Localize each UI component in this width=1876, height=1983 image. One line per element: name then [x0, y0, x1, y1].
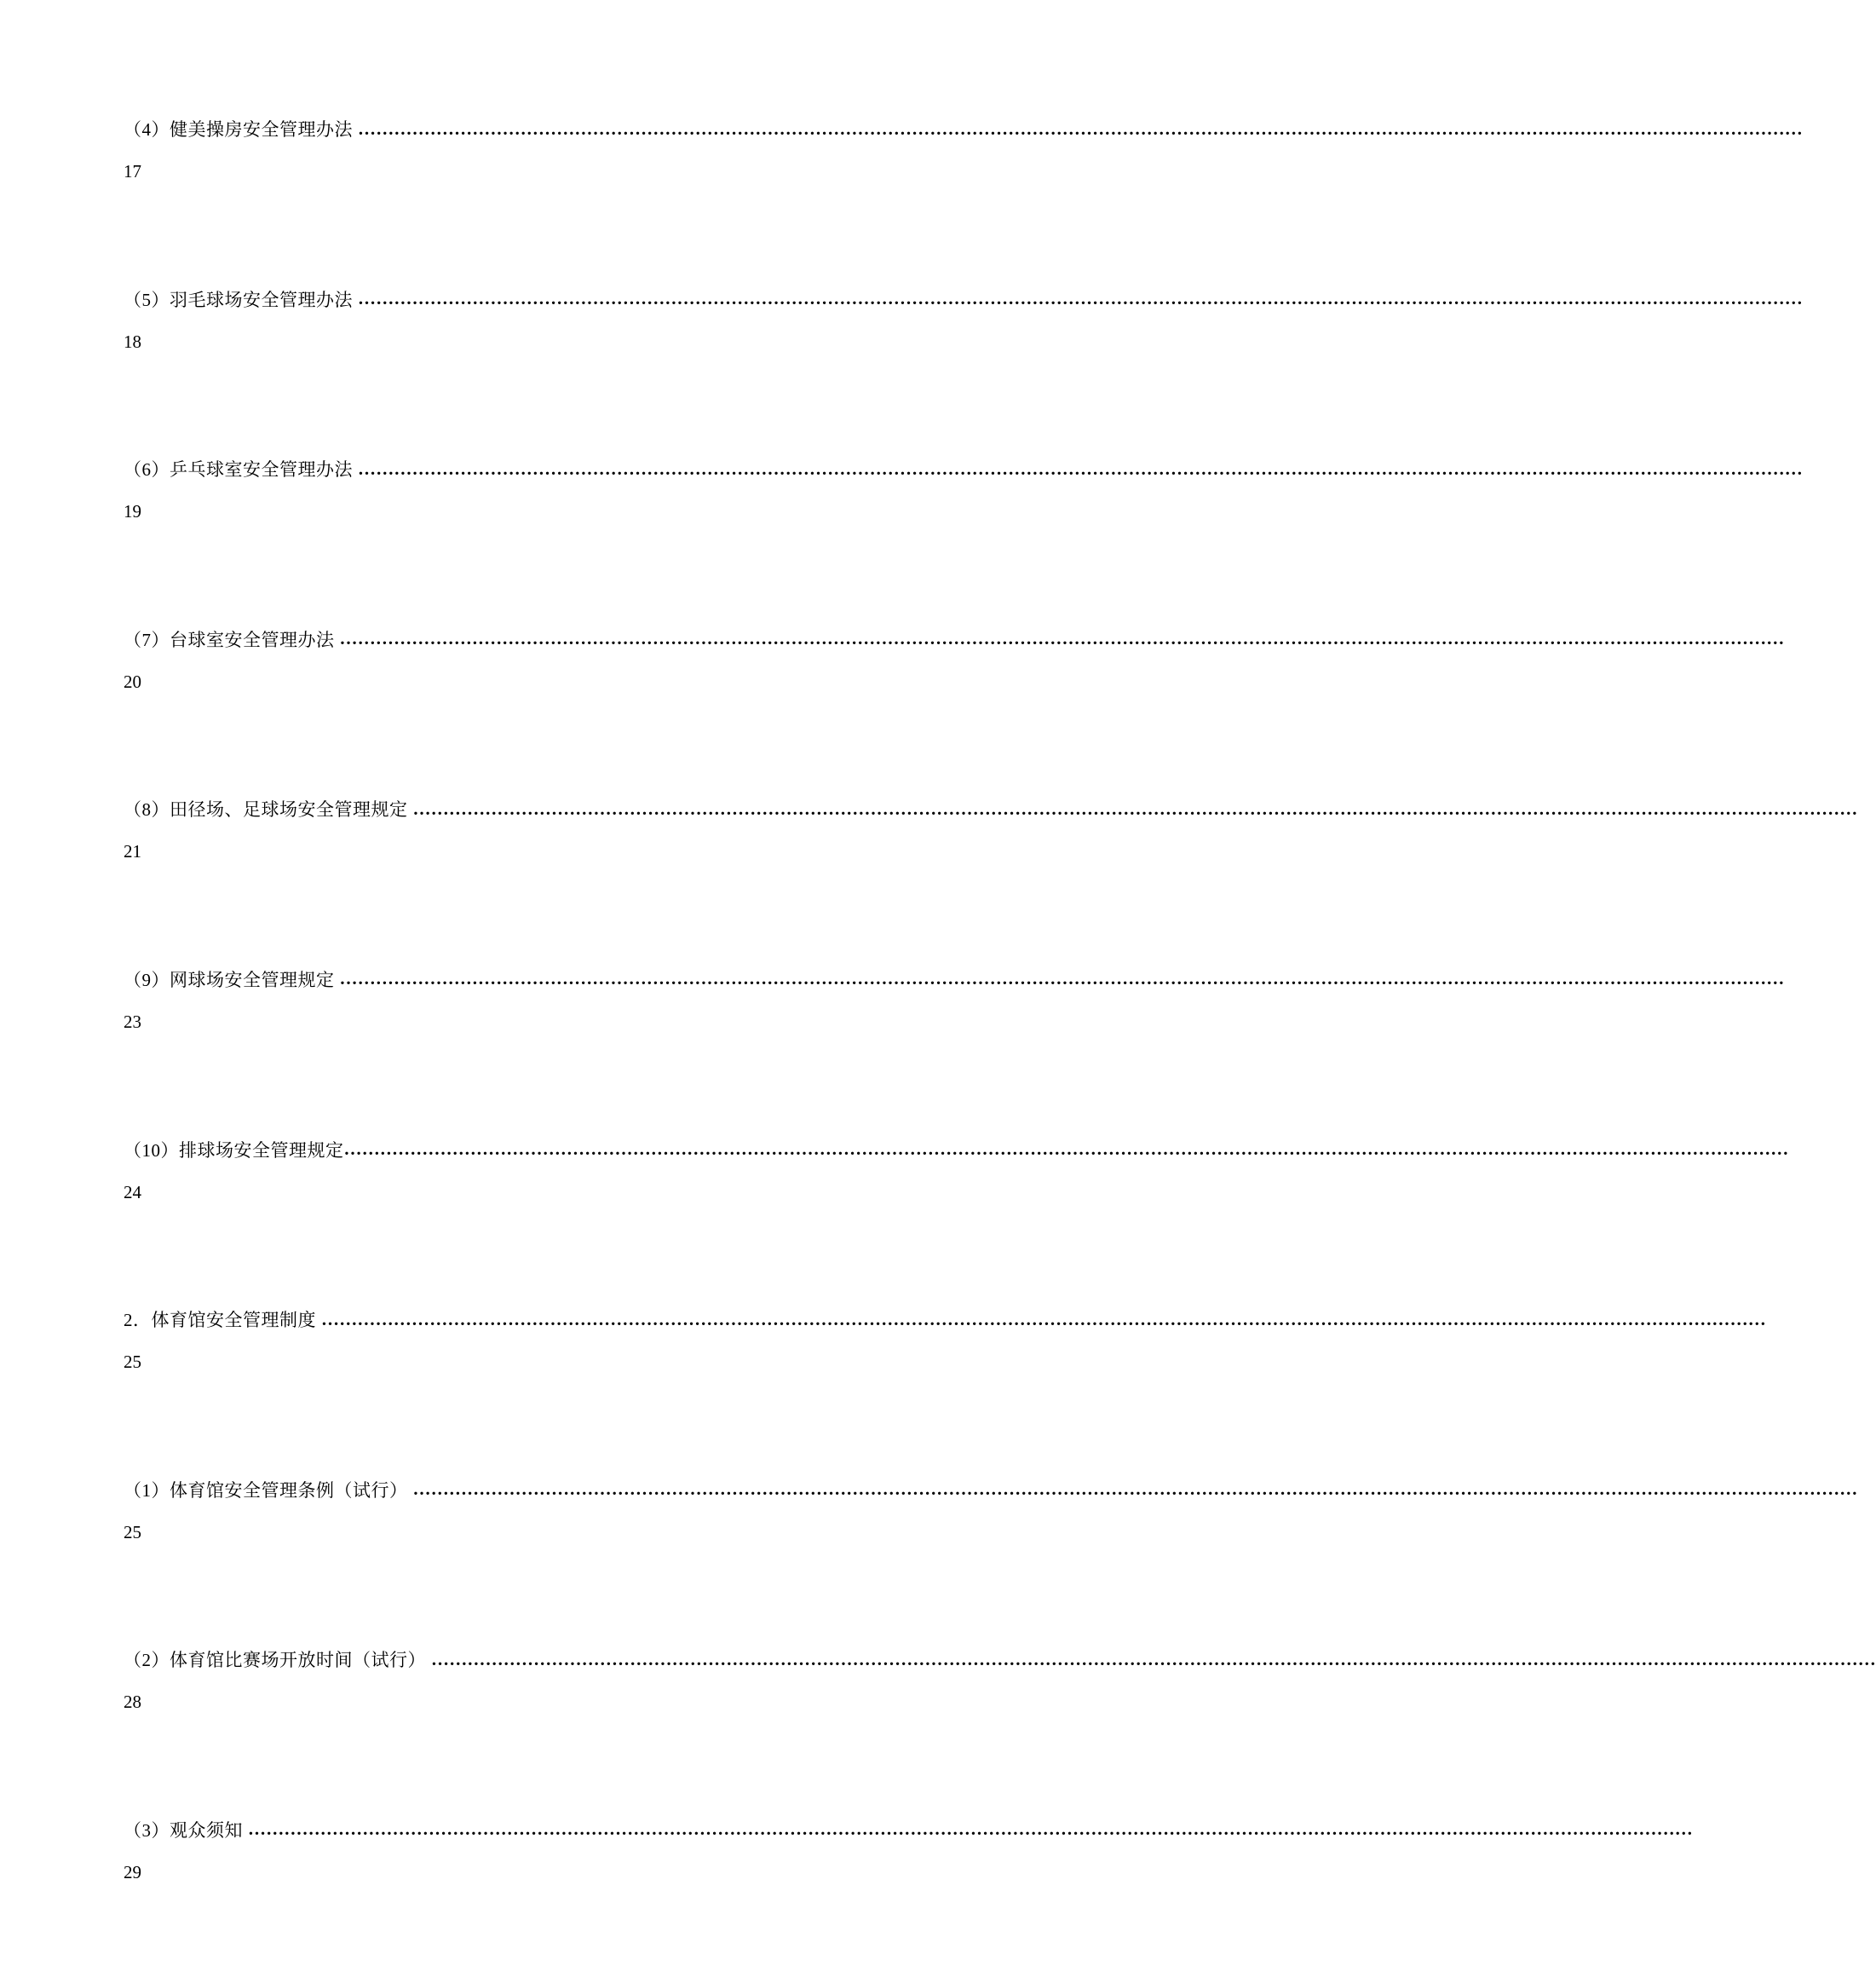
dot-leader: …………………………………………………………………………………………………………………………………………………………………………………………………………………… — [248, 1819, 1693, 1840]
toc-entry[interactable] — [124, 1642, 1876, 1813]
toc-line — [124, 622, 1785, 656]
toc-line — [124, 452, 1803, 486]
toc-line — [124, 1133, 1789, 1167]
toc-line — [124, 112, 1803, 146]
toc-page-number: 24 — [124, 1181, 141, 1202]
toc-entry[interactable] — [124, 622, 1785, 793]
toc-entry-title: 2．体育馆安全管理制度 — [124, 1310, 316, 1331]
toc-entry-title: （8）田径场、足球场安全管理规定 — [124, 799, 408, 821]
toc-entry-title: （3）观众须知 — [124, 1819, 243, 1841]
toc-page-number: 18 — [124, 331, 141, 352]
toc-entry-title: （6）乒乓球室安全管理办法 — [124, 459, 353, 481]
toc-entry[interactable] — [124, 282, 1803, 453]
toc-entry-title: （9）网球场安全管理规定 — [124, 969, 335, 990]
dot-leader: …………………………………………………………………………………………………………………………………………………………………………………………………………………… — [321, 1308, 1766, 1329]
toc-page-number: 17 — [124, 161, 141, 182]
toc-page-number: 28 — [124, 1692, 141, 1713]
dot-leader: …………………………………………………………………………………………………………………………………………………………………………………………………………………… — [431, 1648, 1876, 1669]
toc-page-number: 23 — [124, 1011, 141, 1032]
toc-entry[interactable] — [124, 1133, 1789, 1303]
dot-leader: …………………………………………………………………………………………………………………………………………………………………………………………………………………… — [358, 458, 1803, 479]
toc-line — [124, 962, 1785, 996]
toc-page-number: 25 — [124, 1352, 141, 1373]
toc-entry[interactable] — [124, 112, 1803, 282]
toc-entry[interactable] — [124, 792, 1858, 962]
toc-entry[interactable] — [124, 452, 1803, 622]
dot-leader: …………………………………………………………………………………………………………………………………………………………………………………………………………………… — [339, 968, 1785, 989]
toc-entry[interactable] — [124, 1473, 1858, 1643]
dot-leader: …………………………………………………………………………………………………………………………………………………………………………………………………………………… — [358, 118, 1803, 139]
toc-entry[interactable] — [124, 962, 1785, 1133]
table-of-contents — [124, 112, 1876, 1983]
toc-entry-title: （7）台球室安全管理办法 — [124, 629, 335, 650]
toc-line — [124, 1813, 1693, 1847]
toc-page-number: 25 — [124, 1521, 141, 1542]
toc-line — [124, 1642, 1876, 1676]
toc-line — [124, 1302, 1766, 1336]
toc-line — [124, 282, 1803, 316]
dot-leader: …………………………………………………………………………………………………………………………………………………………………………………………………………………… — [412, 798, 1858, 819]
toc-entry-title: （2）体育馆比赛场开放时间（试行） — [124, 1650, 426, 1671]
dot-leader: …………………………………………………………………………………………………………………………………………………………………………………………………………………… — [343, 1138, 1789, 1160]
dot-leader: …………………………………………………………………………………………………………………………………………………………………………………………………………………… — [412, 1479, 1858, 1500]
toc-entry-title: （10）排球场安全管理规定 — [124, 1139, 344, 1161]
toc-page-number: 21 — [124, 841, 141, 862]
toc-page-number: 20 — [124, 671, 141, 692]
toc-page-number: 29 — [124, 1861, 141, 1882]
toc-entry[interactable] — [124, 1302, 1766, 1473]
toc-line — [124, 1473, 1858, 1507]
dot-leader: …………………………………………………………………………………………………………………………………………………………………………………………………………………… — [339, 628, 1785, 649]
toc-line — [124, 792, 1858, 826]
toc-entry-title: （1）体育馆安全管理条例（试行） — [124, 1479, 408, 1501]
toc-entry[interactable] — [124, 1813, 1693, 1983]
toc-page-number: 19 — [124, 501, 141, 522]
toc-entry-title: （5）羽毛球场安全管理办法 — [124, 289, 353, 310]
dot-leader: …………………………………………………………………………………………………………………………………………………………………………………………………………………… — [358, 288, 1803, 309]
toc-entry-title: （4）健美操房安全管理办法 — [124, 119, 353, 140]
